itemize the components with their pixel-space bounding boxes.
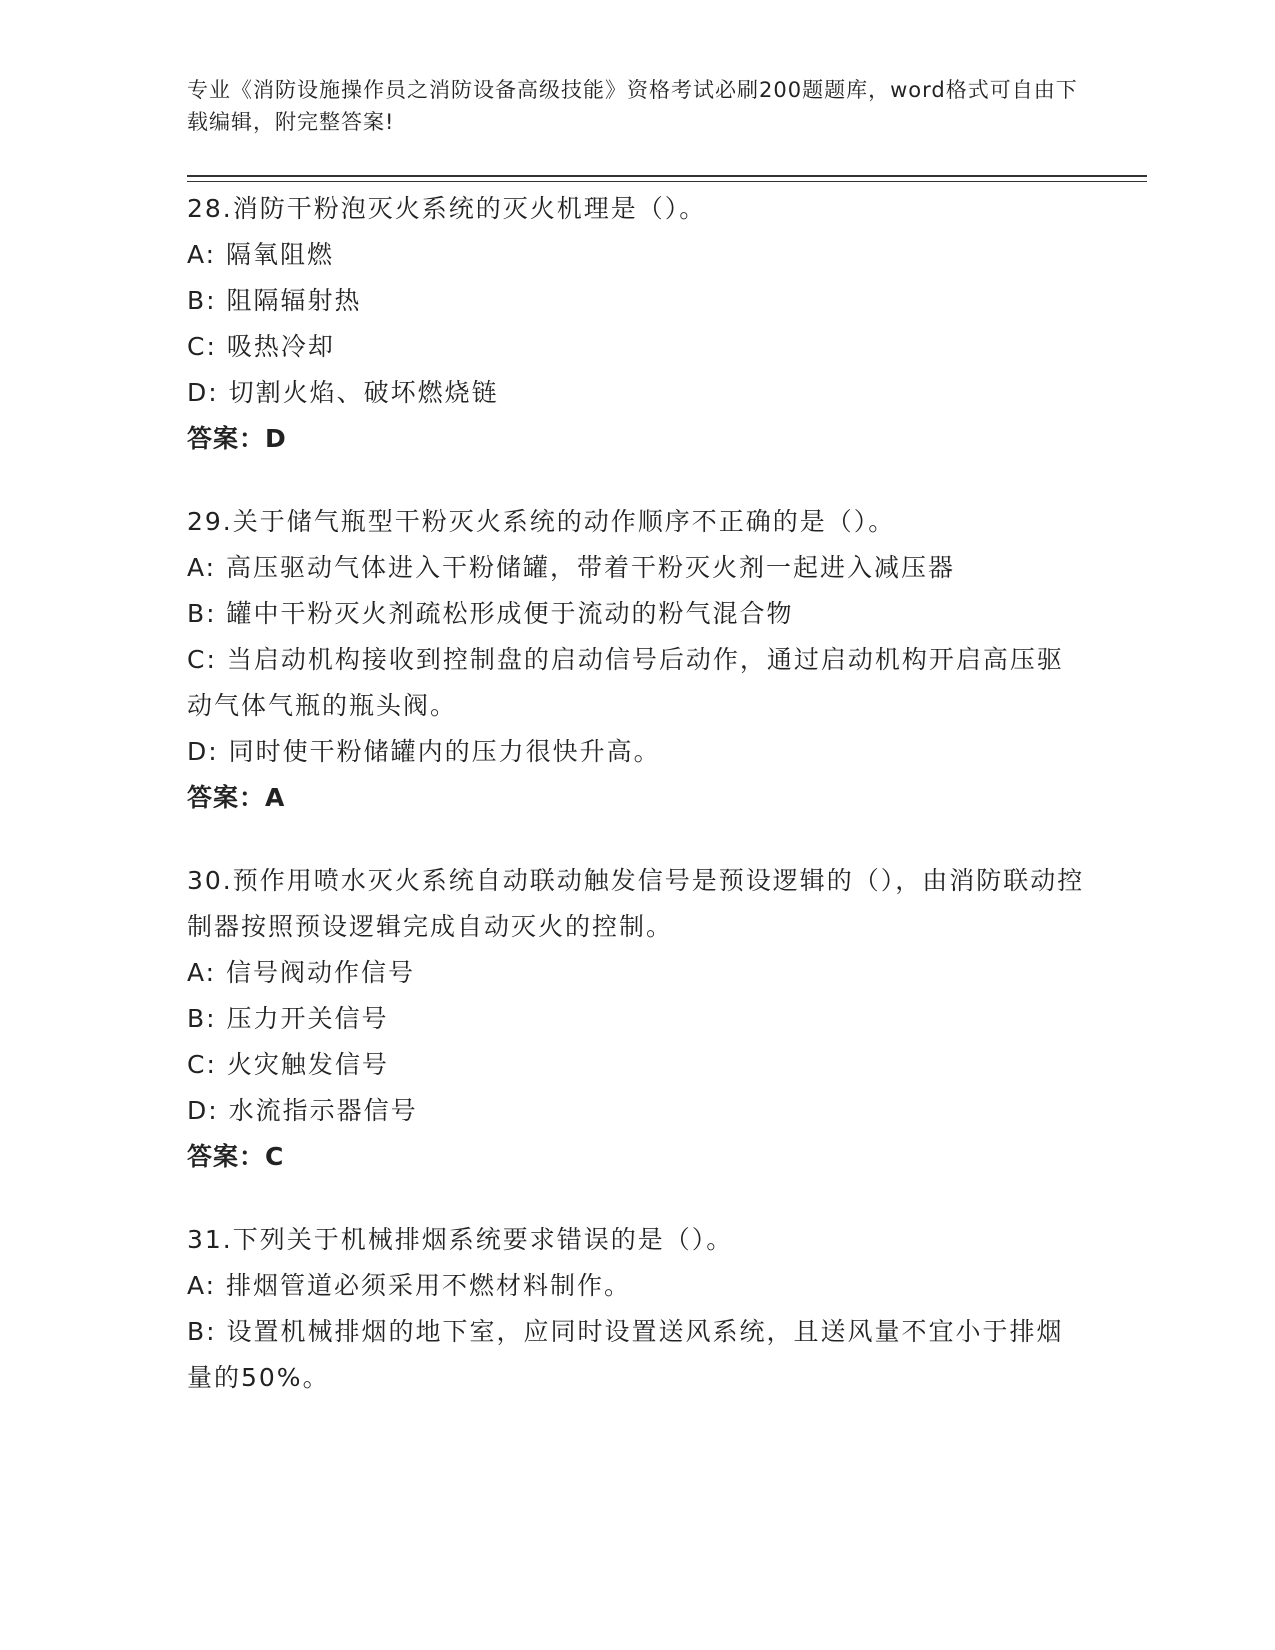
option-b: B: 压力开关信号 <box>187 1004 389 1033</box>
answer-label: 答案：C <box>187 1142 285 1171</box>
option-a: A: 高压驱动气体进入干粉储罐，带着干粉灭火剂一起进入减压器 <box>187 553 956 582</box>
document-header: 专业《消防设施操作员之消防设备高级技能》资格考试必刷200题题库，word格式可自由下载编辑，附完整答案! <box>187 78 1078 134</box>
option-a: A: 排烟管道必须采用不燃材料制作。 <box>187 1271 632 1300</box>
option-a: A: 信号阀动作信号 <box>187 958 416 987</box>
option-d: D: 切割火焰、破坏燃烧链 <box>187 378 499 407</box>
question-31 <box>187 1217 1087 1401</box>
question-stem: 28.消防干粉泡灭火系统的灭火机理是（）。 <box>187 194 707 223</box>
question-list <box>187 186 1087 1438</box>
option-c: C: 火灾触发信号 <box>187 1050 389 1079</box>
header-divider-thick <box>187 175 1147 177</box>
option-d: D: 同时使干粉储罐内的压力很快升高。 <box>187 737 661 766</box>
question-stem: 31.下列关于机械排烟系统要求错误的是（）。 <box>187 1225 734 1254</box>
option-b: B: 阻隔辐射热 <box>187 286 362 315</box>
question-29 <box>187 499 1087 821</box>
option-c: C: 当启动机构接收到控制盘的启动信号后动作，通过启动机构开启高压驱动气体气瓶的瓶头阀。 <box>187 645 1064 720</box>
question-30 <box>187 858 1087 1180</box>
option-c: C: 吸热冷却 <box>187 332 335 361</box>
answer-label: 答案：A <box>187 783 286 812</box>
answer-label: 答案：D <box>187 424 287 453</box>
option-a: A: 隔氧阻燃 <box>187 240 335 269</box>
header-divider-thin <box>187 181 1147 182</box>
question-stem: 30.预作用喷水灭火系统自动联动触发信号是预设逻辑的（），由消防联动控制器按照预设逻辑完成自动灭火的控制。 <box>187 866 1085 941</box>
option-b: B: 罐中干粉灭火剂疏松形成便于流动的粉气混合物 <box>187 599 794 628</box>
question-stem: 29.关于储气瓶型干粉灭火系统的动作顺序不正确的是（）。 <box>187 507 896 536</box>
option-b: B: 设置机械排烟的地下室，应同时设置送风系统，且送风量不宜小于排烟量的50%。 <box>187 1317 1064 1392</box>
question-28 <box>187 186 1087 462</box>
option-d: D: 水流指示器信号 <box>187 1096 418 1125</box>
